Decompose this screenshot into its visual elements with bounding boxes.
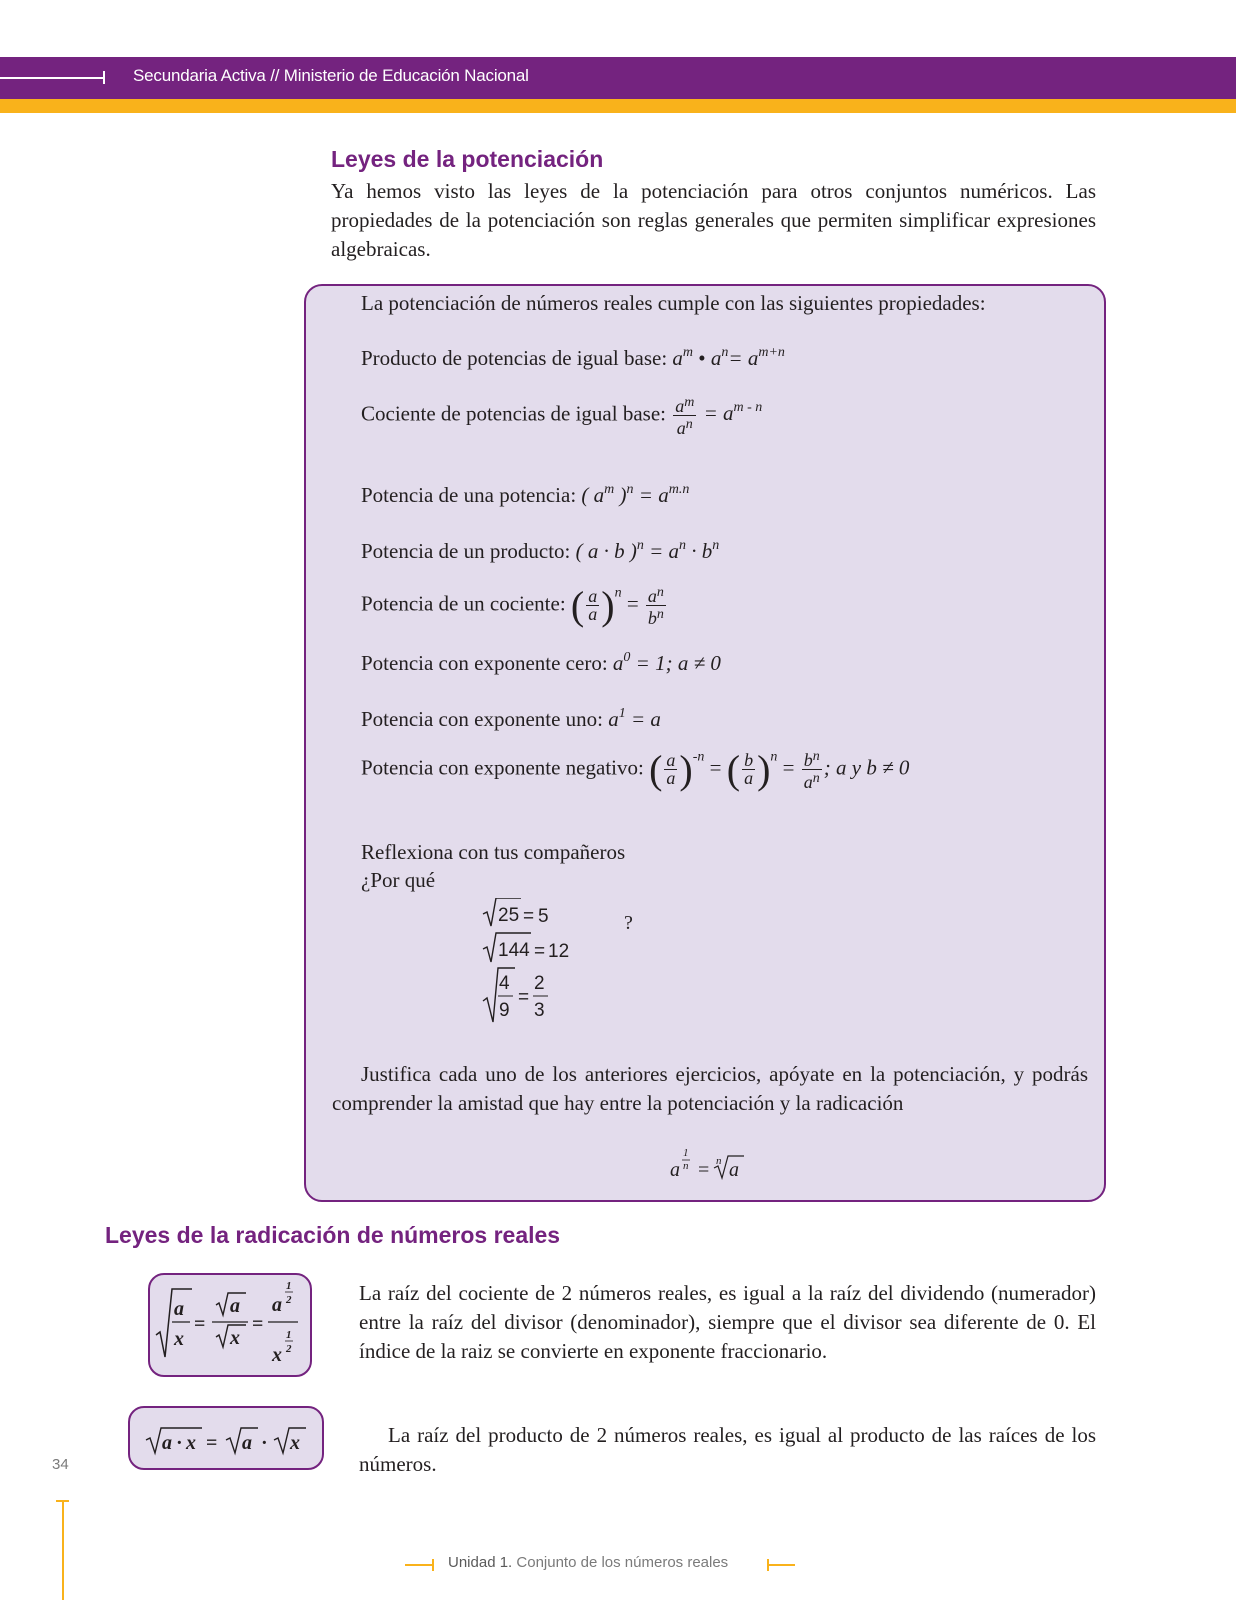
svg-text:1: 1 [286,1280,292,1292]
footer-unit-title: Conjunto de los números reales [516,1554,729,1571]
footer-unit-label: Unidad 1. [448,1554,513,1571]
svg-text:a: a [174,1298,184,1320]
property-power-of-quotient: Potencia de un cociente: ( $\frac{a}{a}$ )$^n$ = $\frac{a^n}{b^n}$ [361,583,664,628]
svg-text:·: · [176,1432,183,1454]
properties-intro: La potenciación de números reales cumple con las siguientes propiedades: [361,291,986,315]
question-mark: ? [624,912,633,934]
properties-box [304,284,1106,1202]
header-line-cap [103,71,105,84]
formula-zero-exponent: $a^0 = 1$; a ≠ 0 [612,650,721,675]
formula-quotient-result: = $a^{m - n}$ [703,400,763,426]
formula-product: $a^m$ • $a^n= a^{m+n}$ [672,345,785,370]
property-label: Potencia con exponente negativo: [361,755,644,780]
section-intro: Ya hemos visto las leyes de la potenciación para otros conjuntos numéricos. Las propiedades de la potenciación son reglas generales que permiten simplificar expresiones algebraicas. [331,179,1096,261]
svg-text:x: x [174,1328,184,1350]
property-label: Potencia de un cociente: [361,591,566,616]
footer-text [448,1554,728,1571]
formula-negative-condition: ; a y b ≠ 0 [823,755,910,780]
formula-one-exponent: $a^1 = a$ [608,706,661,731]
root-3-den: 9 [499,1000,510,1021]
quotient-root-text: La raíz del cociente de 2 números reales, es igual a la raíz del dividendo (numerador) entre la raíz del divisor (denominador), siempre que el divisor sea diferente de 0. El índice de la raiz se convierte en exponente fraccionario. [359,1281,1096,1363]
svg-text:a: a [242,1432,252,1454]
formula-negative-inverted: $\frac{b}{a}$ [744,750,754,788]
property-power-of-power [361,482,689,508]
formula-power-of-power: ( $a^m$ )$^n = a^{m.n}$ [581,482,690,507]
section-heading-potenciacion: Leyes de la potenciación [331,146,604,172]
svg-text:=: = [206,1432,218,1454]
footer-line-left [405,1564,433,1566]
svg-text:=: = [252,1313,264,1335]
property-quotient [361,394,762,437]
root-3-result-den: 3 [534,1000,545,1021]
root-1-radicand: 25 [498,905,520,926]
svg-text:n: n [683,1160,689,1172]
product-root-text: La raíz del producto de 2 números reales, es igual al producto de las raíces de los números. [359,1423,1096,1476]
header-bar [0,57,1236,99]
svg-text:x: x [186,1432,196,1454]
footer-line-left-cap [432,1559,434,1571]
formula-quotient-fraction: $\frac{a^m}{a^n}$ [675,395,695,438]
svg-text:=: = [194,1313,206,1335]
property-label: Potencia con exponente uno: [361,707,604,731]
root-3-num: 4 [499,973,510,994]
footer [405,1554,795,1576]
svg-text:=: = [518,987,530,1008]
property-label: Potencia de un producto: [361,539,571,563]
header-stripe [0,99,1236,113]
svg-text:1: 1 [286,1329,292,1341]
svg-text:2: 2 [286,1294,292,1306]
section-heading-radicacion: Leyes de la radicación de números reales [105,1222,561,1248]
svg-text:x: x [230,1327,240,1349]
formula-product-root [130,1408,322,1468]
formula-quotient-root [150,1275,310,1375]
formula-quotient-base: $\frac{a}{a}$ [588,586,598,624]
svg-text:n: n [716,1155,722,1167]
property-power-of-product [361,538,719,564]
product-root-formula-box [128,1406,324,1470]
svg-text:1: 1 [683,1147,689,1159]
svg-text:a: a [230,1295,240,1317]
reflect-line-2: ¿Por qué [361,868,436,892]
svg-text:·: · [261,1432,268,1454]
svg-text:a: a [670,1159,680,1181]
svg-text:=: = [534,941,546,962]
side-line-decoration [62,1501,64,1600]
root-examples [481,898,581,1024]
formula-power-of-product: ( a · b )$^n = a^n \cdot b^n$ [575,538,720,563]
header-line-decoration [0,77,104,79]
property-zero-exponent [361,650,721,676]
page-number: 34 [52,1456,69,1473]
property-label: Potencia con exponente cero: [361,651,608,675]
justify-text: Justifica cada uno de los anteriores ejercicios, apóyate en la potenciación, y podrás comprender la amistad que hay entre la potenciación y la radicación [332,1062,1088,1115]
formula-power-root-relation [666,1142,756,1186]
property-label: Cociente de potencias de igual base: [361,401,666,426]
property-label: Potencia de una potencia: [361,483,577,507]
svg-text:a: a [729,1159,739,1181]
formula-quotient-power: $\frac{a^n}{b^n}$ [647,585,664,628]
svg-text:2: 2 [286,1343,292,1355]
root-2-radicand: 144 [498,940,530,961]
property-product [361,345,785,371]
svg-text:a: a [162,1432,172,1454]
svg-text:x: x [272,1344,282,1366]
root-2-result: 12 [548,941,570,962]
svg-text:x: x [290,1432,300,1454]
footer-line-right [767,1564,795,1566]
header-title: Secundaria Activa // Ministerio de Educación Nacional [133,66,529,85]
root-3-result-num: 2 [534,973,545,994]
root-1-result: 5 [538,906,549,927]
property-one-exponent [361,706,661,732]
svg-text:=: = [698,1159,710,1181]
quotient-root-formula-box [148,1273,312,1377]
svg-text:a: a [272,1294,282,1316]
property-negative-exponent: Potencia con exponente negativo: ( $\frac{a}{a}$ )$^{-n}$ = ( $\frac{b}{a}$ )$^n$ = $\frac{b^n}{a^n}$ ; a y b ≠ 0 [361,747,910,792]
formula-negative-result: $\frac{b^n}{a^n}$ [803,749,820,792]
formula-negative-base: $\frac{a}{a}$ [666,750,676,788]
property-label: Producto de potencias de igual base: [361,346,668,370]
svg-text:=: = [523,906,535,927]
reflect-line-1: Reflexiona con tus compañeros [361,840,626,864]
